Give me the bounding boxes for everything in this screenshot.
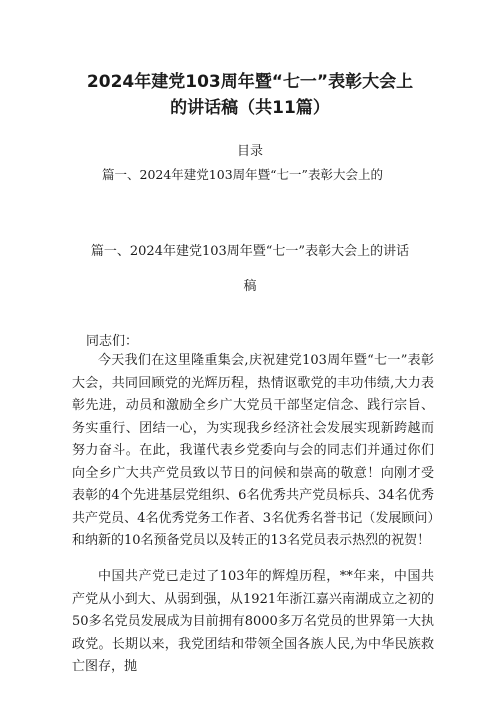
paragraph-text: 中国共产党已走过了103年的辉煌历程，**年来，中国共产党从小到大、从弱到强，从1921年浙江嘉兴南湖成立之初的50多名党员发展成为目前拥有8000多万名党员的世界第一大执政党。长期以来，我党团结和带领全国各族人民,为中华民族救亡图存，抛	[72, 569, 434, 674]
body-paragraph-1	[72, 350, 434, 553]
section-title-line-2: 稿	[243, 279, 257, 294]
paragraph-text: 今天我们在这里隆重集会,庆祝建党103周年暨“七一”表彰大会，共同回顾党的光辉历程，热情讴歌党的丰功伟绩,大力表彰先进，动员和激励全乡广大党员干部坚定信念、践行宗旨、务实重行、团结一心，为实现我乡经济社会发展实现新跨越而努力奋斗。在此，我谨代表乡党委向与会的同志们并通过你们向全乡广大共产党员致以节日的问候和崇高的敬意！向刚才受表彰的4个先进基层党组织、6名优秀共产党员标兵、34名优秀共产党员、4名优秀党务工作者、3名优秀名誉书记（发展顾问）和纳新的10名预备党员以及转正的13名党员表示热烈的祝贺！	[72, 353, 434, 548]
document-title-line-2: 的讲话稿（共11篇）	[170, 98, 330, 118]
body-paragraph-2	[72, 566, 434, 679]
toc-heading: 目录	[236, 144, 263, 159]
document-title-line-1: 2024年建党103周年暨“七一”表彰大会上	[86, 72, 414, 92]
toc-entry[interactable]: 篇一、2024年建党103周年暨“七一”表彰大会上的	[102, 167, 383, 182]
section-title-line-1: 篇一、2024年建党103周年暨“七一”表彰大会上的讲话	[90, 244, 410, 259]
greeting: 同志们：	[86, 334, 139, 349]
